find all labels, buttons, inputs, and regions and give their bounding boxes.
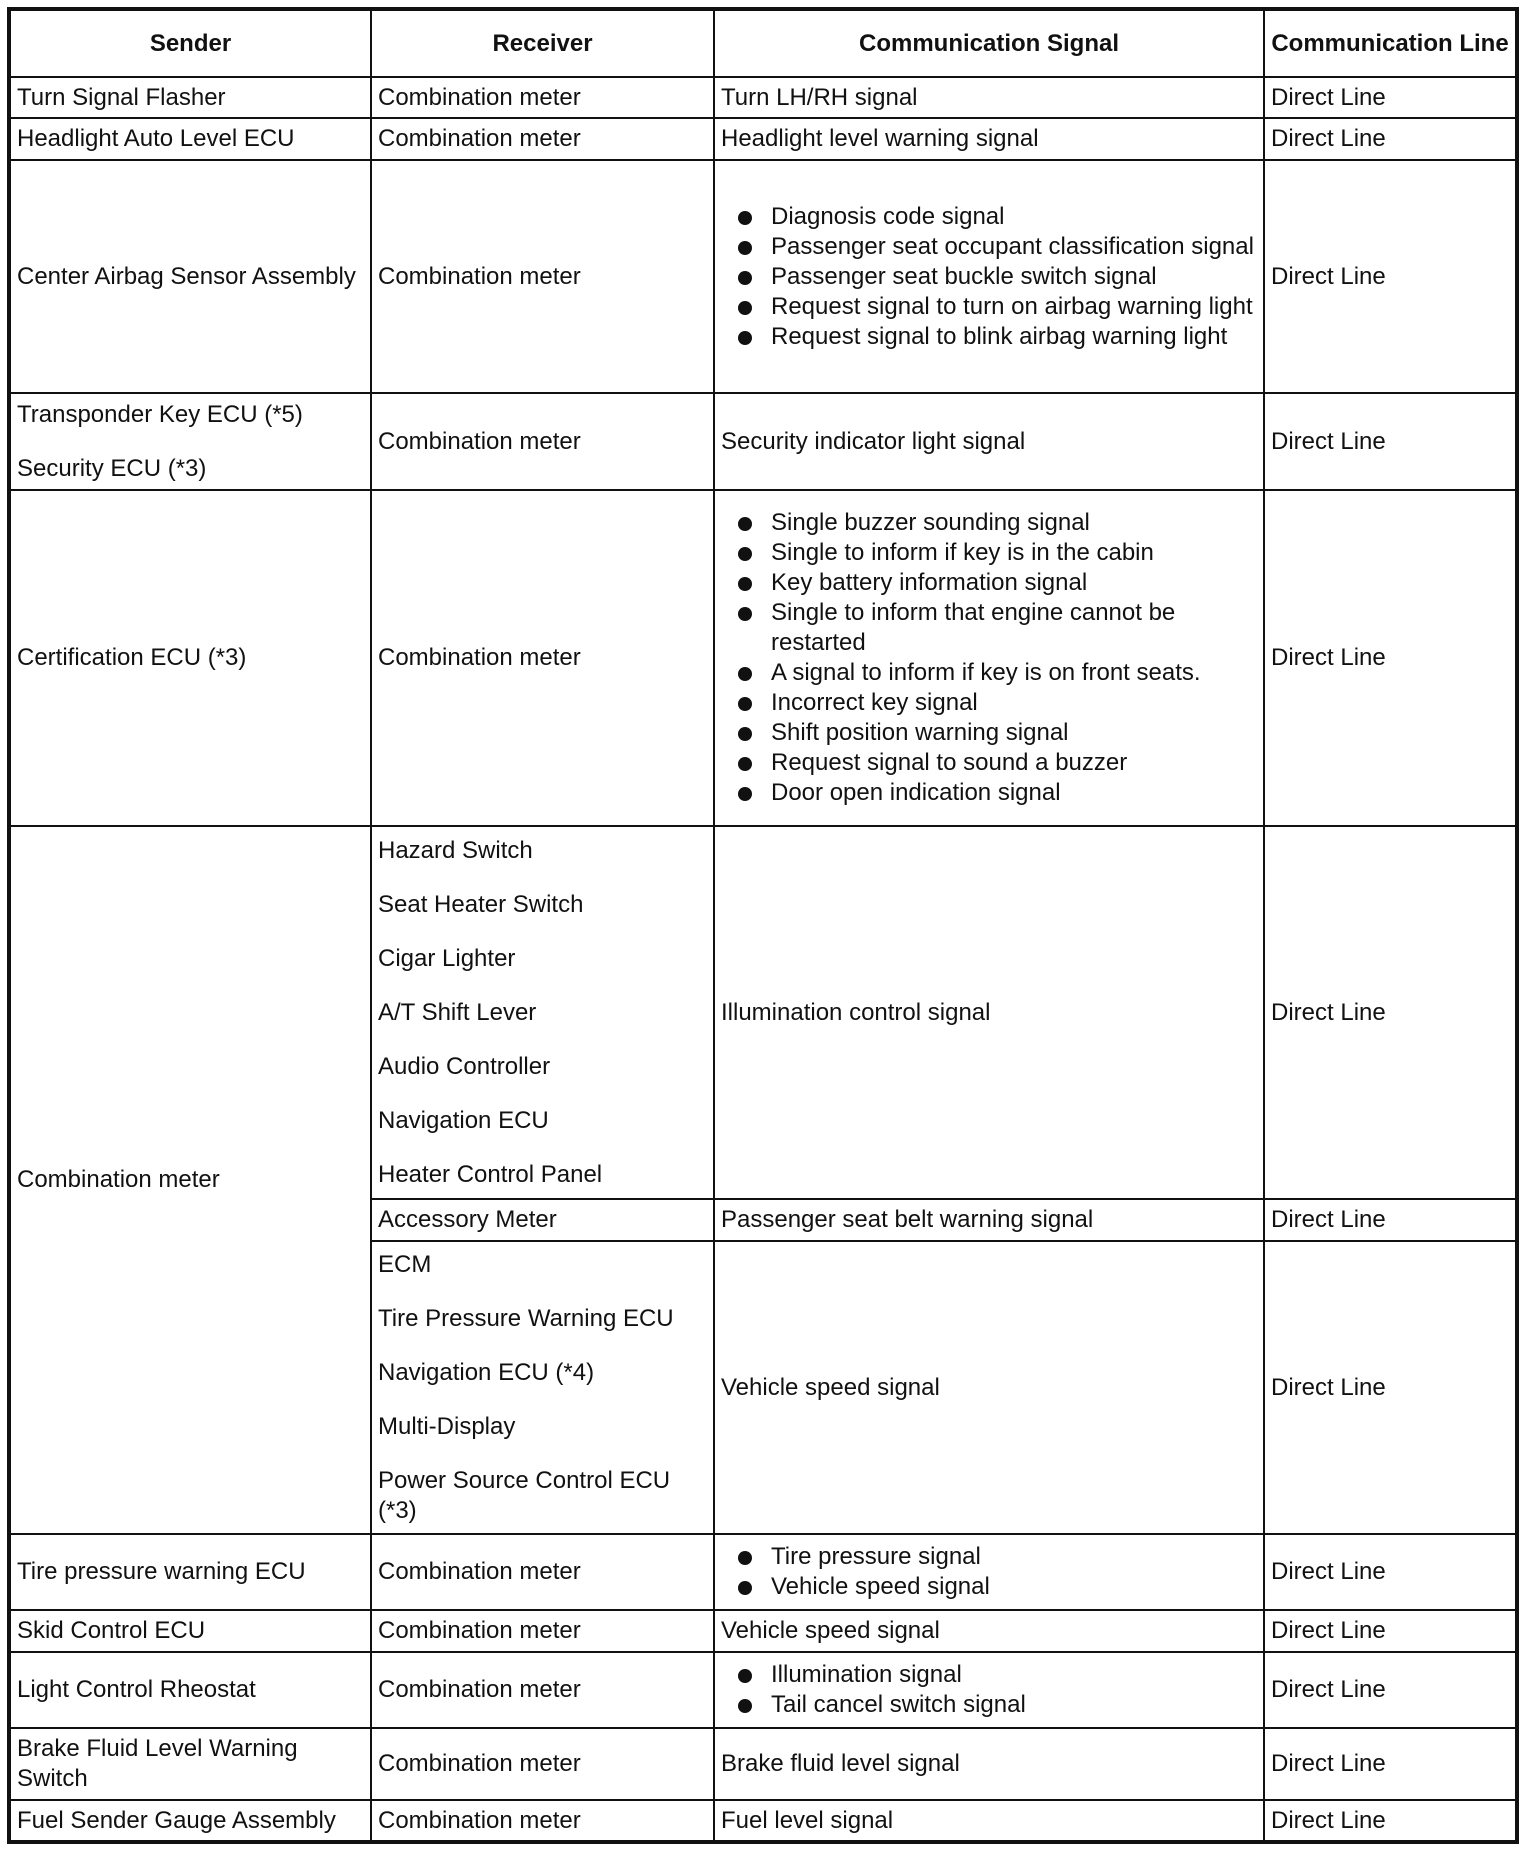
receiver-name: Power Source Control ECU (*3) [378,1466,671,1524]
signal-cell: Turn LH/RH signal [714,77,1264,118]
receiver-cell: Combination meter [371,1610,714,1652]
line-cell: Direct Line [1264,160,1517,393]
sender-cell: Certification ECU (*3) [9,490,371,826]
signal-item: Request signal to turn on airbag warning light [721,292,1257,322]
table-row [9,160,1517,393]
line-cell: Direct Line [1264,1241,1517,1534]
line-cell: Direct Line [1264,1534,1517,1610]
signal-list [721,508,1257,808]
signal-cell [714,1652,1264,1728]
receiver-cell [371,1241,714,1534]
receiver-name: Seat Heater Switch [378,890,584,918]
receiver-cell: Combination meter [371,160,714,393]
sender-cell: Light Control Rheostat [9,1652,371,1728]
signal-item: Tail cancel switch signal [721,1690,1257,1720]
line-cell: Direct Line [1264,1800,1517,1842]
header-line: Communication Line [1264,9,1517,77]
sender-cell: Tire pressure warning ECU [9,1534,371,1610]
signal-cell: Vehicle speed signal [714,1241,1264,1534]
signal-item: Request signal to sound a buzzer [721,748,1257,778]
line-cell: Direct Line [1264,490,1517,826]
receiver-cell: Combination meter [371,490,714,826]
receiver-name: ECM [378,1250,432,1278]
table-row [9,1728,1517,1800]
signal-item: Request signal to blink airbag warning light [721,322,1257,352]
receiver-cell: Combination meter [371,393,714,490]
line-cell: Direct Line [1264,77,1517,118]
signal-cell: Passenger seat belt warning signal [714,1199,1264,1241]
table-row [9,393,1517,490]
receiver-cell: Combination meter [371,1728,714,1800]
signal-item: Door open indication signal [721,778,1257,808]
receiver-cell: Combination meter [371,1800,714,1842]
sender-cell: Brake Fluid Level Warning Switch [9,1728,371,1800]
table-row [9,826,1517,1199]
signal-item: Vehicle speed signal [721,1572,1257,1602]
line-cell: Direct Line [1264,1652,1517,1728]
sender-cell: Skid Control ECU [9,1610,371,1652]
signal-item: Passenger seat buckle switch signal [721,262,1257,292]
receiver-cell: Accessory Meter [371,1199,714,1241]
table-row [9,77,1517,118]
receiver-name: Multi-Display [378,1412,516,1440]
receiver-name: Navigation ECU [378,1106,549,1134]
receiver-cell: Combination meter [371,1652,714,1728]
receiver-cell: Combination meter [371,77,714,118]
table-row [9,490,1517,826]
signal-cell [714,1534,1264,1610]
signal-item: Key battery information signal [721,568,1257,598]
signal-cell [714,160,1264,393]
table-row [9,1534,1517,1610]
signal-item: Single to inform if key is in the cabin [721,538,1257,568]
signal-item: Incorrect key signal [721,688,1257,718]
header-row [9,9,1517,77]
sender-cell: Turn Signal Flasher [9,77,371,118]
receiver-cell [371,826,714,1199]
signal-cell: Headlight level warning signal [714,118,1264,160]
receiver-name: Audio Controller [378,1052,551,1080]
signal-item: Shift position warning signal [721,718,1257,748]
signal-cell: Vehicle speed signal [714,1610,1264,1652]
line-cell: Direct Line [1264,1610,1517,1652]
receiver-name: Navigation ECU (*4) [378,1358,595,1386]
signal-item: Single to inform that engine cannot be restarted [721,598,1257,658]
table-row [9,1652,1517,1728]
sender-cell [9,393,371,490]
line-cell: Direct Line [1264,118,1517,160]
sender-cell: Combination meter [9,826,371,1534]
table-row [9,1610,1517,1652]
table-row [9,118,1517,160]
receiver-name: Tire Pressure Warning ECU [378,1304,674,1332]
sender-cell: Center Airbag Sensor Assembly [9,160,371,393]
receiver-cell: Combination meter [371,1534,714,1610]
communication-table [7,7,1519,1844]
signal-list [721,202,1257,352]
header-signal: Communication Signal [714,9,1264,77]
receiver-name: Hazard Switch [378,836,533,864]
receiver-name: A/T Shift Lever [378,998,537,1026]
signal-cell [714,490,1264,826]
receiver-cell: Combination meter [371,118,714,160]
signal-item: Single buzzer sounding signal [721,508,1257,538]
receiver-name: Heater Control Panel [378,1160,603,1188]
signal-cell: Brake fluid level signal [714,1728,1264,1800]
sender-name: Security ECU (*3) [17,454,207,482]
line-cell: Direct Line [1264,1199,1517,1241]
signal-cell: Illumination control signal [714,826,1264,1199]
header-sender: Sender [9,9,371,77]
header-receiver: Receiver [371,9,714,77]
signal-item: Diagnosis code signal [721,202,1257,232]
signal-list [721,1542,1257,1602]
sender-cell: Fuel Sender Gauge Assembly [9,1800,371,1842]
line-cell: Direct Line [1264,826,1517,1199]
signal-item: Illumination signal [721,1660,1257,1690]
signal-item: Passenger seat occupant classification signal [721,232,1257,262]
line-cell: Direct Line [1264,393,1517,490]
sender-cell: Headlight Auto Level ECU [9,118,371,160]
line-cell: Direct Line [1264,1728,1517,1800]
sender-name: Transponder Key ECU (*5) [17,400,303,428]
signal-item: Tire pressure signal [721,1542,1257,1572]
signal-list [721,1660,1257,1720]
receiver-name: Cigar Lighter [378,944,516,972]
signal-item: A signal to inform if key is on front seats. [721,658,1257,688]
signal-cell: Fuel level signal [714,1800,1264,1842]
table-row [9,1800,1517,1842]
signal-cell: Security indicator light signal [714,393,1264,490]
